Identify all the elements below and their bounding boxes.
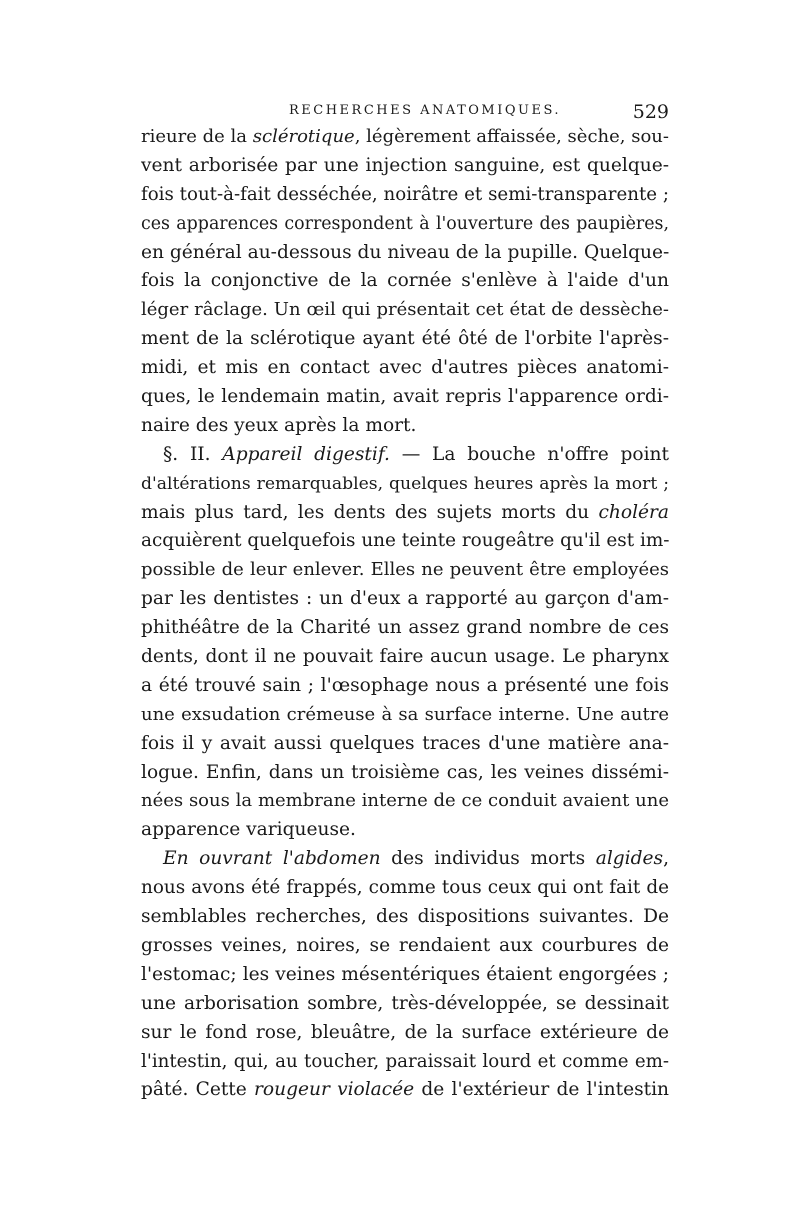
text-line xyxy=(141,1076,669,1105)
text-line xyxy=(141,585,669,614)
text-line xyxy=(141,990,669,1019)
text-segment: léger râclage. Un œil qui présentait cet état de dessèche- xyxy=(141,299,669,321)
book-page xyxy=(141,0,669,1215)
text-line xyxy=(141,643,669,672)
text-line xyxy=(141,499,669,528)
text-segment: , xyxy=(663,848,669,870)
page-number: 529 xyxy=(632,101,669,123)
text-segment: , légèrement affaissée, sèche, sou- xyxy=(354,126,669,147)
text-line xyxy=(141,816,669,845)
text-segment: ment de la sclérotique ayant été ôté de l'orbite l'après- xyxy=(141,328,669,350)
text-line xyxy=(141,759,669,788)
text-line xyxy=(141,267,669,296)
text-segment: l'intestin, qui, au toucher, paraissait lourd et comme em- xyxy=(141,1050,669,1072)
text-line xyxy=(141,239,669,268)
text-segment: nous avons été frappés, comme tous ceux qui ont fait de xyxy=(141,877,669,899)
text-line xyxy=(141,383,669,412)
text-segment: de l'extérieur de l'intestin xyxy=(414,1079,669,1101)
text-segment: l'estomac; les veines mésentériques étaient engorgées ; xyxy=(141,963,669,985)
text-segment: a été trouvé sain ; l'œsophage nous a présenté une fois xyxy=(141,674,669,696)
text-segment: possible de leur enlever. Elles ne peuvent être employées xyxy=(141,559,669,581)
text-segment: apparence variqueuse. xyxy=(141,819,356,841)
text-segment: choléra xyxy=(598,501,669,523)
text-segment: d'altérations remarquables, quelques heures après la mort ; xyxy=(141,473,669,494)
text-segment: §. II. xyxy=(163,443,223,465)
running-title: RECHERCHES ANATOMIQUES. xyxy=(289,103,562,118)
text-line xyxy=(141,412,669,441)
text-line xyxy=(141,325,669,354)
text-segment: naire des yeux après la mort. xyxy=(141,414,417,436)
text-line xyxy=(141,961,669,990)
text-line xyxy=(141,845,669,874)
text-line xyxy=(141,123,669,152)
text-line xyxy=(141,730,669,759)
text-line xyxy=(141,701,669,730)
text-line xyxy=(141,181,669,210)
text-line xyxy=(141,354,669,383)
text-line xyxy=(141,932,669,961)
text-segment: rougeur violacée xyxy=(254,1079,415,1101)
text-segment: ces apparences correspondent à l'ouverture des paupières, xyxy=(141,213,669,234)
text-segment: phithéâtre de la Charité un assez grand nombre de ces xyxy=(141,617,669,639)
text-line xyxy=(141,903,669,932)
text-segment: Appareil digestif. xyxy=(222,443,390,465)
text-segment: rieure de la xyxy=(141,126,253,147)
text-segment: algides xyxy=(595,848,664,870)
text-segment: nées sous la membrane interne de ce conduit avaient une xyxy=(141,790,669,812)
text-segment: grosses veines, noires, se rendaient aux courbures de xyxy=(141,934,669,956)
text-segment: mais plus tard, les dents des sujets morts du xyxy=(141,501,599,523)
text-segment: des individus morts xyxy=(380,848,596,870)
text-line xyxy=(141,874,669,903)
text-line xyxy=(141,527,669,556)
text-line xyxy=(141,787,669,816)
text-segment: sur le fond rose, bleuâtre, de la surface extérieure de xyxy=(141,1021,669,1043)
text-line xyxy=(141,1048,669,1077)
text-line xyxy=(141,210,669,239)
text-line xyxy=(141,441,669,470)
text-line xyxy=(141,672,669,701)
text-segment: midi, et mis en contact avec d'autres pièces anatomi- xyxy=(141,357,669,379)
text-line xyxy=(141,152,669,181)
text-segment: fois tout-à-fait desséchée, noirâtre et semi-transparente ; xyxy=(141,183,669,205)
text-segment: une arborisation sombre, très-développée, se dessinait xyxy=(141,992,669,1014)
text-segment: en général au-dessous du niveau de la pupille. Quelque- xyxy=(141,241,669,263)
text-segment: ques, le lendemain matin, avait repris l'apparence ordi- xyxy=(141,386,669,408)
text-segment: par les dentistes : un d'eux a rapporté au garçon d'am- xyxy=(141,588,669,610)
text-segment: sclérotique xyxy=(252,126,355,147)
text-line xyxy=(141,1019,669,1048)
body-text xyxy=(141,123,669,1105)
text-segment: semblables recherches, des dispositions suivantes. De xyxy=(141,906,669,928)
text-line xyxy=(141,556,669,585)
text-line xyxy=(141,614,669,643)
text-segment: logue. Enfin, dans un troisième cas, les veines dissémi- xyxy=(141,761,669,783)
text-segment: pâté. Cette xyxy=(141,1079,255,1101)
text-segment: dents, dont il ne pouvait faire aucun usage. Le pharynx xyxy=(141,646,669,668)
text-segment: En ouvrant l'abdomen xyxy=(163,848,381,870)
text-line xyxy=(141,470,669,499)
text-line xyxy=(141,296,669,325)
text-segment: fois la conjonctive de la cornée s'enlève à l'aide d'un xyxy=(141,270,669,292)
text-segment: — La bouche n'offre point xyxy=(389,443,669,465)
text-segment: fois il y avait aussi quelques traces d'une matière ana- xyxy=(141,732,669,754)
text-segment: vent arborisée par une injection sanguine, est quelque- xyxy=(141,154,669,176)
text-segment: acquièrent quelquefois une teinte rougeâtre qu'il est im- xyxy=(141,530,669,552)
text-segment: une exsudation crémeuse à sa surface interne. Une autre xyxy=(141,703,669,725)
